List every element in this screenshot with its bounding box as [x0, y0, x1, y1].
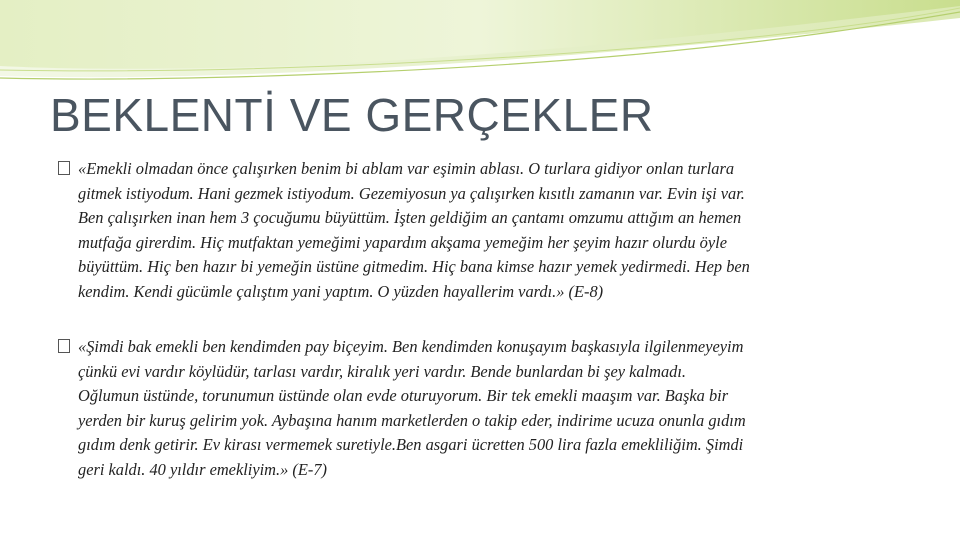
quote-block [58, 157, 900, 305]
quote-text: «Emekli olmadan önce çalışırken benim bi ablam var eşimin ablası. O turlara gidiyor onlan turlara gitmek istiyodum. Hani gezmek istiyodum. Gezemiyosun ya çalışırken kısıtlı zamanın var. Evin işi var. Ben çalışırken inan hem 3 çocuğumu büyüttüm. İşten geldiğim an çantamı omzumu attığım an hemen mutfağa girerdim. Hiç mutfaktan yemeğimi yapardım akşama yemeğim her şeyim hazır olurdu öyle büyüttüm. Hiç ben hazır bi yemeğin üstüne gitmedim. Hiç bana kimse hazır yemek yedirmedi. Hep ben kendim. Kendi gücümle çalıştım yani yaptım. O yüzden hayallerim vardı.» (E-8) [78, 159, 750, 301]
quote-text: «Şimdi bak emekli ben kendimden pay biçeyim. Ben kendimden konuşayım başkasıyla ilgilenmeyeyim çünkü evi vardır köylüdür, tarlası vardır, kiralık yeri vardır. Bende bunlardan bi şey kalmadı. Oğlumun üstünde, torunumun üstünde olan evde oturuyorum. Bir tek emekli maaşım var. Başka bir yerden bir kuruş gelirim yok. Aybaşına hanım marketlerden o takip eder, indirime ucuza onunla gıdım gıdım denk getirir. Ev kirası vermemek suretiyle.Ben asgari ücretten 500 lira fazla emekliliğim. Şimdi geri kaldı. 40 yıldır emekliyim.» (E-7) [78, 337, 746, 479]
quote-block [58, 335, 900, 483]
header-wave-decoration [0, 0, 960, 100]
slide-title: BEKLENTİ VE GERÇEKLER [50, 89, 654, 141]
bullet-box-icon [58, 339, 70, 353]
bullet-box-icon [58, 161, 70, 175]
